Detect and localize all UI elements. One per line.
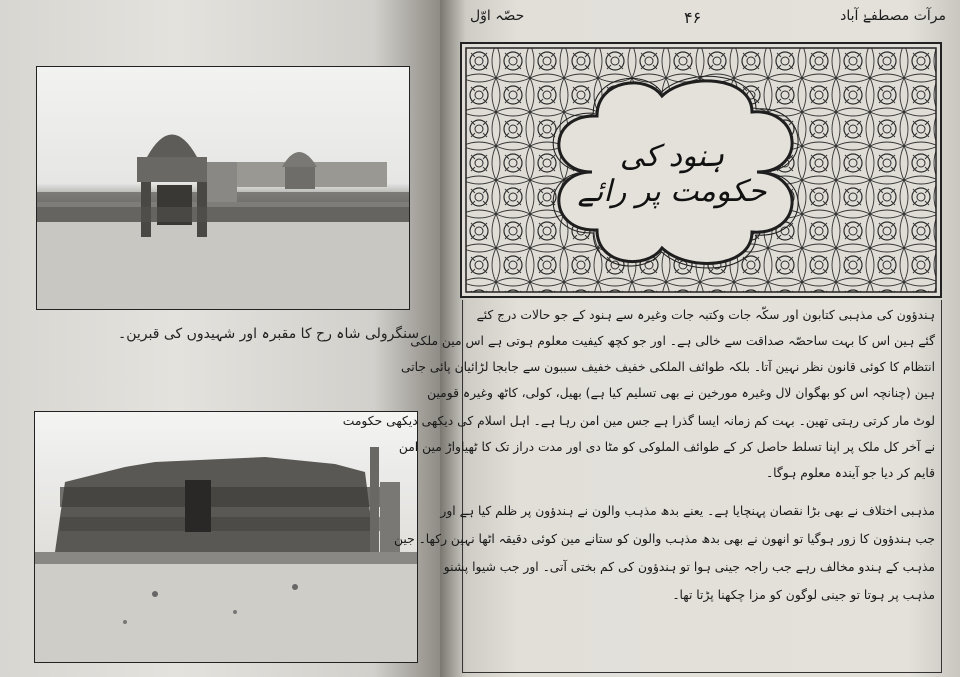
tomb-photo-drawing <box>37 67 409 309</box>
section-label: حصّہ اوّل <box>470 8 525 24</box>
body-line: مذہبی اختلاف نے بھی بڑا نقصان پہنچایا ہے۔ یعنے بدھ مذہب والون نے ہندؤون پر ظلم کیا ہے اور <box>440 504 935 518</box>
body-line: انتظام کا کوئی قانون نظر نہین آتا۔ بلکہ طوائف الملکی خفیف خفیف سببون سے جابجا لڑائیان پائی جاتی <box>400 360 935 374</box>
body-line: جب ہندؤون کا زور ہوگیا تو انھون نے بھی بدھ مذہب والون کو ستانے مین کوئی دقیقہ اٹھا نہین رکھا۔ جین <box>394 532 935 546</box>
right-page <box>342 0 960 677</box>
body-line: گئے ہین اس کا بہت ساحصّہ صداقت سے خالی ہے۔ اور جو کچھ کیفیت معلوم ہوتی ہے اس مین ملکی <box>410 334 935 348</box>
tomb-photo-caption: سنگرولی شاہ رح کا مقبرہ اور شہیدوں کی قبرین۔ <box>118 326 420 342</box>
chapter-title: ہنود کی حکومت پر رائے <box>577 139 767 209</box>
body-line: مذہب پر ہوتا تو جینی لوگون کو مزا چکھنا پڑتا تھا۔ <box>672 588 935 602</box>
running-head <box>456 8 946 30</box>
page-number: ۴۶ <box>684 8 702 27</box>
ruin-photo-drawing <box>35 412 417 662</box>
body-line: نے آخر کل ملک پر اپنا تسلط حاصل کر کے طوائف الملوکی کو مٹا دی اور مدت دراز تک کا ٹھیاواڑ مین امن <box>398 440 935 454</box>
book-title: مرآت مصطفےٰ آباد <box>840 8 946 24</box>
body-line: ہین (چنانچہ اس کو بھگوان لال وغیرہ مورخین نے بھی تسلیم کیا ہے) بھیل، کولی، کاٹھ وغیرہ قومین <box>427 386 935 400</box>
tomb-photograph <box>36 66 410 310</box>
body-line: ہندؤون کی مذہبی کتابون اور سکّہ جات وکتبہ جات وغیرہ سے ہنود کے جو حالات درج کئے <box>476 308 935 322</box>
ornamental-title-frame <box>460 42 942 298</box>
ruin-photograph <box>34 411 418 663</box>
body-line: مذہب کے ہندو مخالف رہے جب راجہ جینی ہوا تو ہندؤون کی کم بختی آتی۔ اور جب شیوا پشنو <box>443 560 935 574</box>
body-line: قایم کر دیا جو آیندہ معلوم ہوگا۔ <box>765 466 935 480</box>
body-line: لوٹ مار کرتی رہتی تھین۔ بہت کم زمانہ ایسا گذرا ہے جس مین امن رہا ہے۔ اہل اسلام کی دیکھی دیکھی حکومت <box>342 414 935 428</box>
body-text <box>342 300 942 673</box>
left-page <box>0 0 440 677</box>
